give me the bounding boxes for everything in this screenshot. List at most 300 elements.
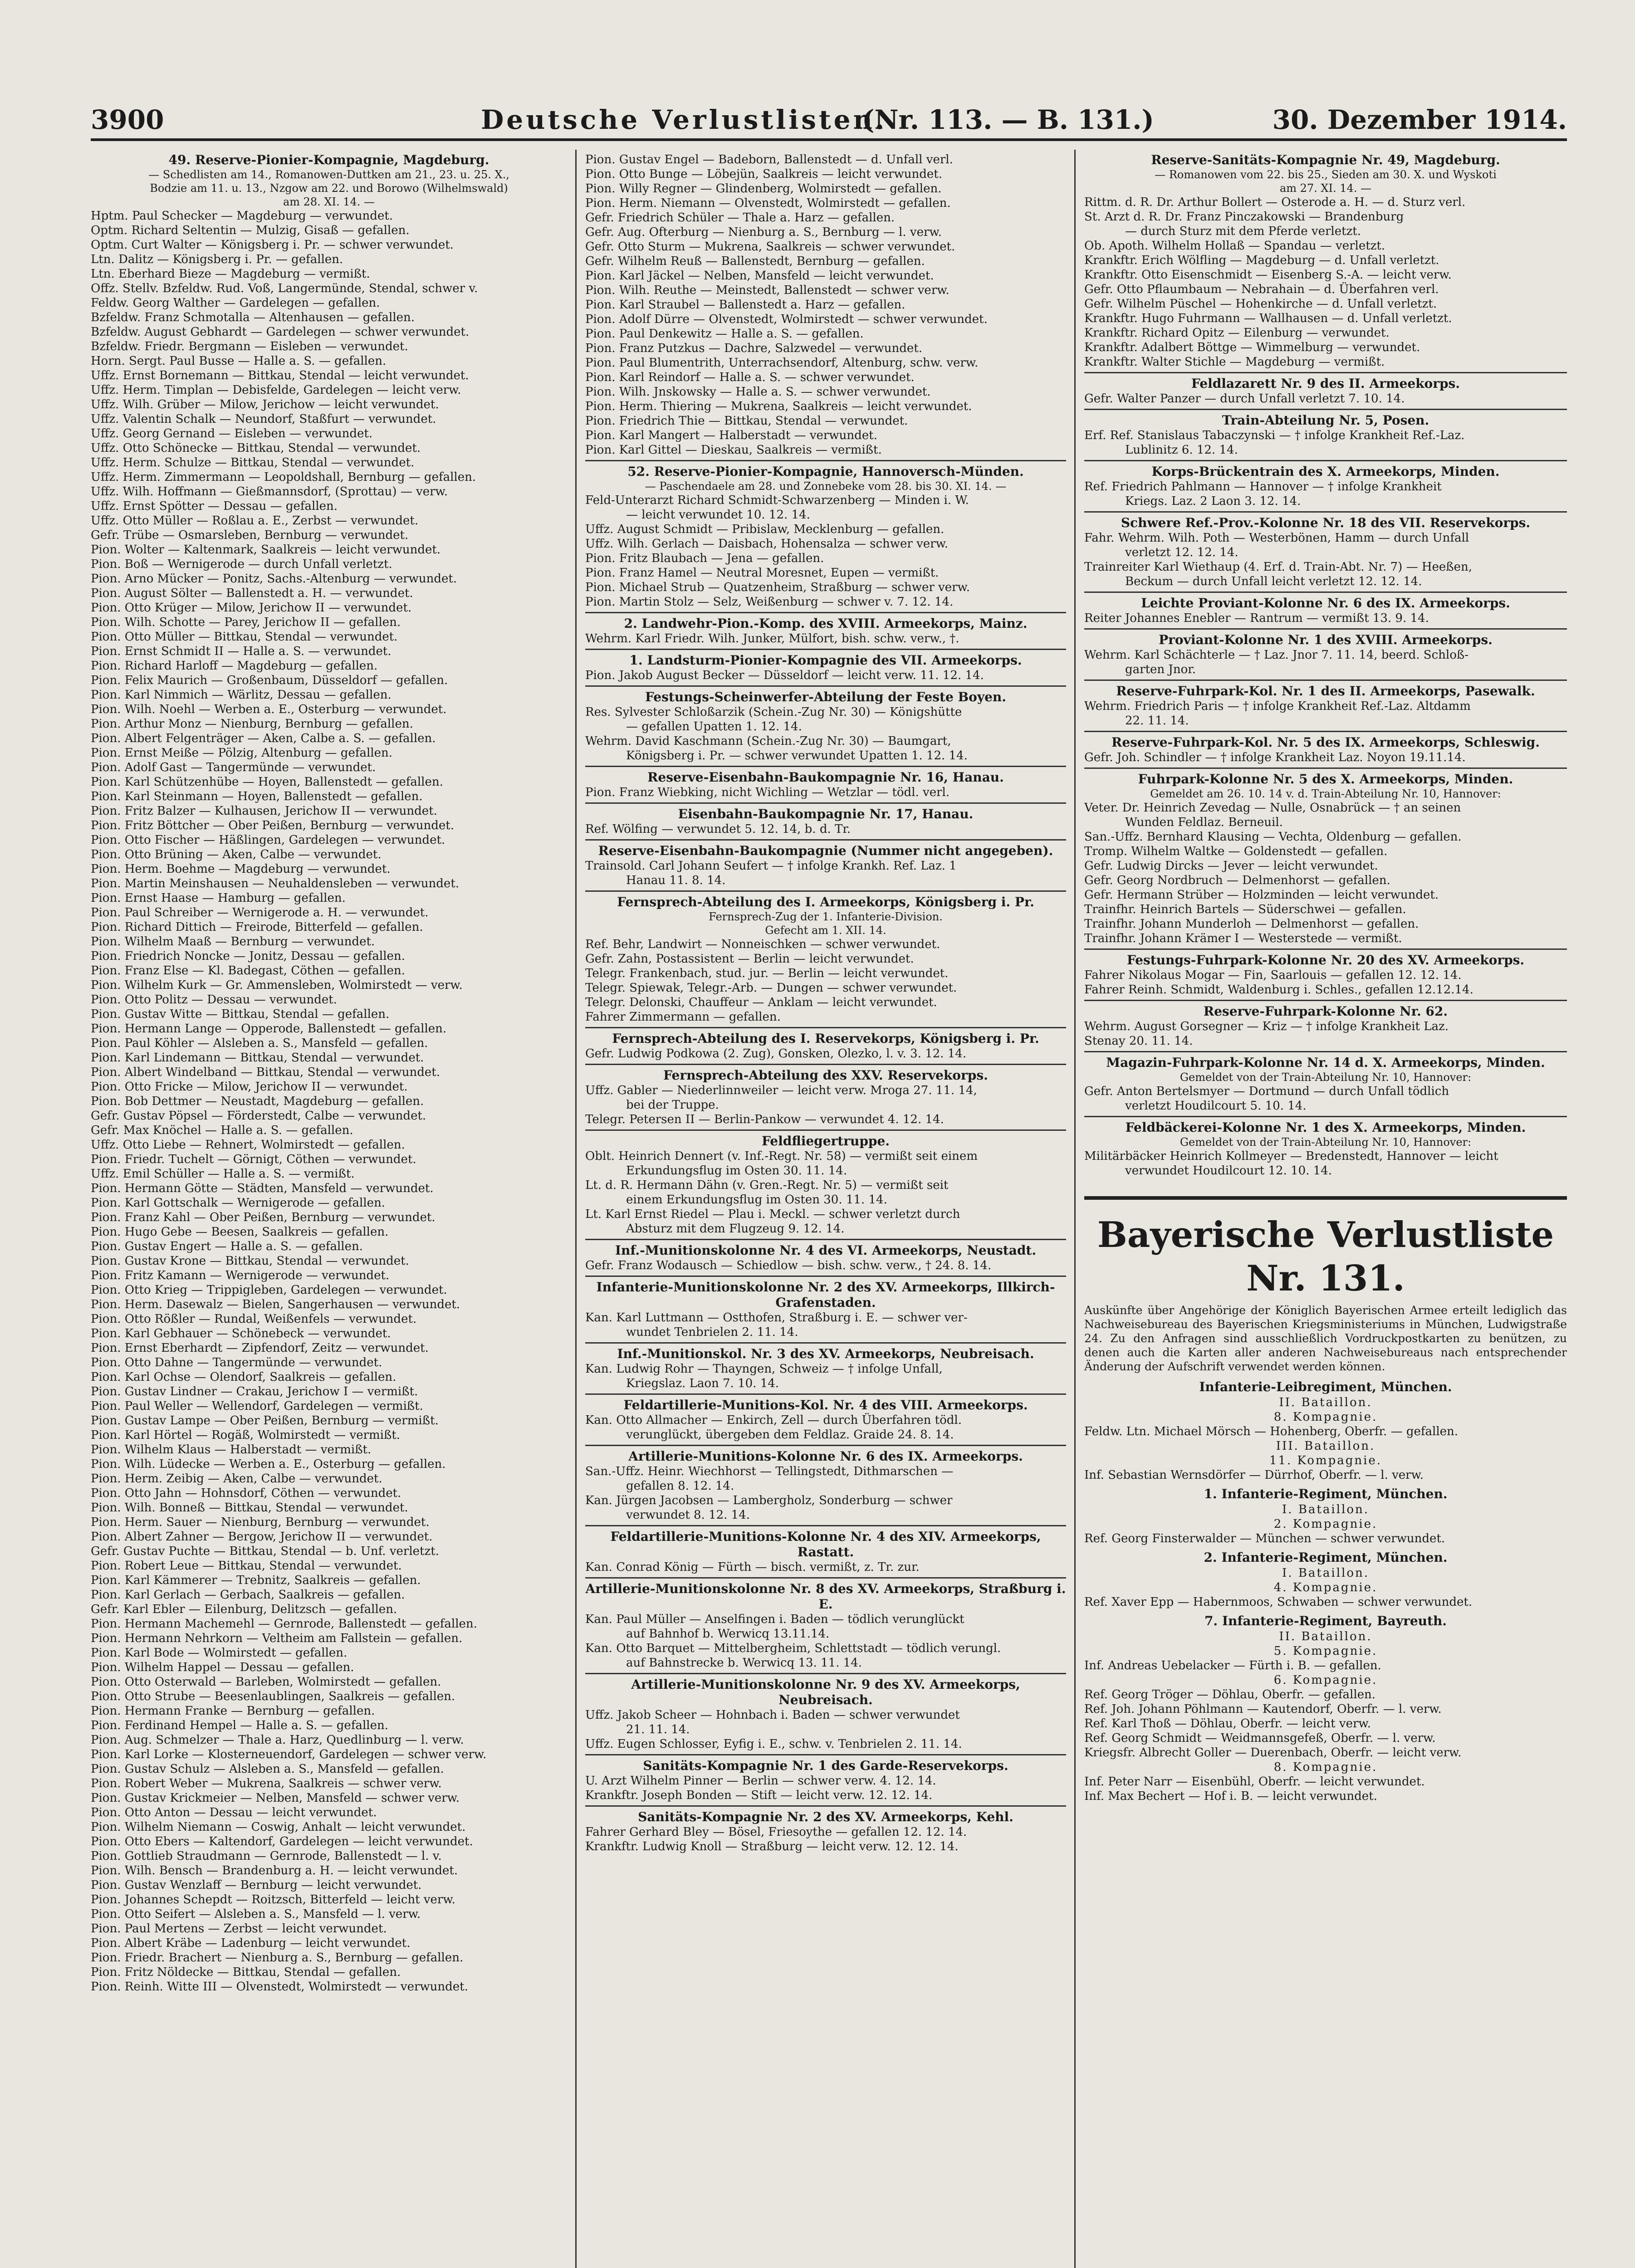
casualty-entry: Pion. Richard Harloff — Magdeburg — gefallen. (91, 659, 378, 673)
unit-heading: Inf.-Munitionskolonne Nr. 4 des VI. Armeekorps, Neustadt. (615, 1243, 1037, 1258)
casualty-entry: Pion. Otto Krieg — Trippigleben, Gardelegen — verwundet. (91, 1283, 447, 1297)
casualty-entry: Uffz. Georg Gernand — Eisleben — verwundet. (91, 427, 373, 440)
casualty-entry: Pion. Wilh. Jnskowsky — Halle a. S. — schwer verwundet. (585, 385, 931, 399)
casualty-entry: Pion. Hermann Machemehl — Gernrode, Ballenstedt — gefallen. (91, 1617, 477, 1631)
casualty-entry: Pion. Karl Reindorf — Halle a. S. — schwer verwundet. (585, 371, 915, 384)
casualty-entry: Krankftr. Walter Stichle — Magdeburg — vermißt. (1084, 355, 1385, 369)
casualty-entry: Kriegs. Laz. 2 Laon 3. 12. 14. (1125, 494, 1301, 508)
casualty-entry: Erkundungsflug im Osten 30. 11. 14. (626, 1164, 847, 1178)
casualty-entry: Gefr. Gustav Puchte — Bittkau, Stendal — b. Unf. verletzt. (91, 1545, 439, 1558)
casualty-entry: Pion. Karl Hörtel — Rogäß, Wolmirstedt — vermißt. (91, 1428, 401, 1442)
casualty-entry: Gefr. Max Knöchel — Halle a. S. — gefallen. (91, 1124, 353, 1137)
casualty-entry: Erf. Ref. Stanislaus Tabaczynski — † infolge Krankheit Ref.-Laz. (1084, 429, 1465, 442)
publication-title: Deutsche Verlustlisten. (481, 104, 887, 135)
casualty-entry: Pion. Herm. Dasewalz — Bielen, Sangerhausen — verwundet. (91, 1298, 460, 1311)
unit-subheading: Gemeldet am 26. 10. 14 v. d. Train-Abteilung Nr. 10, Hannover: (1150, 787, 1501, 800)
columns (91, 150, 1567, 2268)
casualty-entry: Beckum — durch Unfall leicht verletzt 12. 12. 14. (1125, 575, 1422, 588)
casualty-entry: Bzfeldw. Friedr. Bergmann — Eisleben — verwundet. (91, 340, 408, 353)
casualty-entry: Pion. Herm. Thiering — Mukrena, Saalkreis — leicht verwundet. (585, 400, 972, 413)
unit-subheading: am 28. XI. 14. — (283, 196, 375, 208)
casualty-entry: Pion. Franz Hamel — Neutral Moresnet, Eupen — vermißt. (585, 566, 939, 580)
casualty-entry: Lt. Karl Ernst Riedel — Plau i. Meckl. — schwer verletzt durch (585, 1207, 960, 1221)
casualty-entry: Ref. Georg Schmidt — Weidmannsgefeß, Oberfr. — l. verw. (1084, 1731, 1436, 1745)
unit-heading: Fuhrpark-Kolonne Nr. 5 des X. Armeekorps, Minden. (1138, 772, 1513, 787)
casualty-entry: Pion. Martin Stolz — Selz, Weißenburg — schwer v. 7. 12. 14. (585, 595, 954, 609)
casualty-entry: Uffz. Emil Schüller — Halle a. S. — vermißt. (91, 1167, 355, 1181)
casualty-entry: Krankftr. Hugo Fuhrmann — Wallhausen — d. Unfall verletzt. (1084, 312, 1452, 325)
casualty-entry: Telegr. Delonski, Chauffeur — Anklam — leicht verwundet. (585, 996, 937, 1009)
casualty-entry: Uffz. Ernst Bornemann — Bittkau, Stendal — leicht verwundet. (91, 369, 469, 382)
casualty-entry: Pion. Otto Fischer — Häßlingen, Gardelegen — verwundet. (91, 833, 445, 847)
casualty-entry: Pion. Gustav Engert — Halle a. S. — gefallen. (91, 1240, 363, 1253)
casualty-entry: Pion. Otto Rößler — Rundal, Weißenfels — verwundet. (91, 1312, 417, 1326)
casualty-entry: Hptm. Paul Schecker — Magdeburg — verwundet. (91, 209, 393, 223)
header-rule (91, 138, 1567, 141)
unit-section (91, 150, 567, 1994)
casualty-entry: Pion. Friedrich Noncke — Jonitz, Dessau — gefallen. (91, 949, 405, 963)
unit-heading: Artillerie-Munitions-Kolonne Nr. 6 des IX. Armeekorps. (628, 1449, 1023, 1464)
casualty-entry: Pion. Boß — Wernigerode — durch Unfall verletzt. (91, 557, 392, 571)
casualty-entry: — gefallen Upatten 1. 12. 14. (626, 720, 802, 733)
unit-section (585, 890, 1066, 1024)
unit-heading: Feldlazarett Nr. 9 des II. Armeekorps. (1191, 376, 1460, 391)
casualty-entry: Pion. Richard Dittich — Freirode, Bitterfeld — gefallen. (91, 920, 423, 934)
unit-section (585, 150, 1066, 457)
casualty-entry: Pion. Hermann Götte — Städten, Mansfeld — verwundet. (91, 1182, 434, 1195)
column-divider (575, 150, 577, 2268)
casualty-entry: Trainfhr. Heinrich Bartels — Süderschwei — gefallen. (1084, 903, 1406, 916)
company-heading: 4. Kompagnie. (1273, 1581, 1378, 1594)
unit-subheading: Gemeldet von der Train-Abteilung Nr. 10, Hannover: (1180, 1136, 1472, 1149)
casualty-entry: Gefr. Georg Nordbruch — Delmenhorst — gefallen. (1084, 874, 1390, 887)
casualty-entry: Gefr. Aug. Ofterburg — Nienburg a. S., Bernburg — l. verw. (585, 225, 942, 239)
unit-heading: Reserve-Fuhrpark-Kol. Nr. 1 des II. Armeekorps, Pasewalk. (1116, 684, 1535, 699)
casualty-entry: Gefr. Walter Panzer — durch Unfall verletzt 7. 10. 14. (1084, 392, 1405, 406)
casualty-entry: Veter. Dr. Heinrich Zevedag — Nulle, Osnabrück — † an seinen (1084, 801, 1461, 815)
casualty-entry: Pion. Wilhelm Maaß — Bernburg — verwundet. (91, 935, 375, 948)
casualty-entry: Kan. Karl Luttmann — Ostthofen, Straßburg i. E. — schwer ver- (585, 1311, 968, 1325)
casualty-entry: Wehrm. David Kaschmann (Schein.-Zug Nr. 30) — Baumgart, (585, 734, 951, 748)
casualty-entry: Pion. Karl Nimmich — Wärlitz, Dessau — gefallen. (91, 688, 392, 702)
casualty-entry: Pion. Robert Leue — Bittkau, Stendal — verwundet. (91, 1559, 402, 1573)
unit-subheading: Gemeldet von der Train-Abteilung Nr. 10, Hannover: (1180, 1071, 1472, 1084)
casualty-entry: San.-Uffz. Heinr. Wiechhorst — Tellingstedt, Dithmarschen — (585, 1465, 954, 1478)
unit-section (585, 839, 1066, 888)
regiment-heading: 1. Infanterie-Regiment, München. (1204, 1486, 1448, 1501)
battalion-heading: II. Bataillon. (1279, 1396, 1372, 1409)
casualty-entry: Pion. Ernst Haase — Hamburg — gefallen. (91, 891, 346, 905)
casualty-entry: — durch Sturz mit dem Pferde verletzt. (1125, 225, 1361, 238)
unit-section (585, 1129, 1066, 1236)
casualty-entry: Pion. Karl Gebhauer — Schönebeck — verwundet. (91, 1327, 391, 1340)
unit-section (585, 1276, 1066, 1339)
casualty-entry: Pion. Gustav Krickmeier — Nelben, Mansfeld — schwer verw. (91, 1791, 460, 1805)
casualty-entry: Krankftr. Erich Wölfling — Magdeburg — d. Unfall verletzt. (1084, 254, 1439, 267)
unit-section (1084, 409, 1567, 457)
casualty-entry: Pion. Friedrich Thie — Bittkau, Stendal — verwundet. (585, 414, 908, 428)
casualty-entry: Pion. Wilhelm Kurk — Gr. Ammensleben, Wolmirstedt — verw. (91, 978, 463, 992)
column-1 (91, 150, 567, 2268)
unit-section (585, 1577, 1066, 1670)
casualty-entry: Ref. Friedrich Pahlmann — Hannover — † infolge Krankheit (1084, 480, 1442, 494)
casualty-entry: Krankftr. Richard Opitz — Eilenburg — verwundet. (1084, 326, 1390, 340)
casualty-entry: Pion. Gustav Lampe — Ober Peißen, Bernburg — vermißt. (91, 1414, 439, 1427)
casualty-entry: Kan. Jürgen Jacobsen — Lambergholz, Sonderburg — schwer (585, 1494, 953, 1507)
unit-heading: Magazin-Fuhrpark-Kolonne Nr. 14 d. X. Armeekorps, Minden. (1106, 1055, 1545, 1070)
casualty-entry: Oblt. Heinrich Dennert (v. Inf.-Regt. Nr. 58) — vermißt seit einem (585, 1149, 978, 1163)
unit-heading: 49. Reserve-Pionier-Kompagnie, Magdeburg. (168, 152, 490, 167)
casualty-entry: Pion. Friedr. Brachert — Nienburg a. S., Bernburg — gefallen. (91, 1951, 464, 1965)
casualty-entry: Optm. Richard Seltentin — Mulzig, Gisaß — gefallen. (91, 224, 410, 237)
unit-section (585, 802, 1066, 836)
casualty-entry: Kan. Ludwig Rohr — Thayngen, Schweiz — † infolge Unfall, (585, 1362, 943, 1376)
casualty-entry: Feldw. Georg Walther — Gardelegen — gefallen. (91, 296, 380, 310)
casualty-entry: St. Arzt d. R. Dr. Franz Pinczakowski — Brandenburg (1084, 210, 1404, 224)
casualty-entry: garten Jnor. (1125, 663, 1196, 676)
unit-subheading: — Romanowen vom 22. bis 25., Sieden am 30. X. und Wyskoti (1155, 168, 1497, 181)
casualty-entry: Hanau 11. 8. 14. (626, 874, 726, 887)
casualty-entry: Pion. Herm. Zeibig — Aken, Calbe — verwundet. (91, 1472, 382, 1486)
casualty-entry: Uffz. Wilh. Gerlach — Daisbach, Hohensalza — schwer verw. (585, 537, 949, 551)
casualty-entry: Telegr. Petersen II — Berlin-Pankow — verwundet 4. 12. 14. (585, 1113, 944, 1126)
casualty-entry: Pion. Gustav Engel — Badeborn, Ballenstedt — d. Unfall verl. (585, 153, 953, 166)
casualty-entry: Pion. Otto Krüger — Milow, Jerichow II — verwundet. (91, 601, 412, 615)
unit-heading: Fernsprech-Abteilung des I. Reservekorps, Königsberg i. Pr. (612, 1031, 1039, 1046)
casualty-entry: Pion. Karl Mangert — Halberstadt — verwundet. (585, 429, 877, 442)
casualty-entry: Feldw. Ltn. Michael Mörsch — Hohenberg, Oberfr. — gefallen. (1084, 1425, 1459, 1438)
casualty-entry: Uffz. Otto Müller — Roßlau a. E., Zerbst — verwundet. (91, 514, 419, 528)
unit-heading: Feldartillerie-Munitions-Kol. Nr. 4 des VIII. Armeekorps. (623, 1398, 1028, 1413)
casualty-entry: 21. 11. 14. (626, 1723, 690, 1736)
casualty-entry: Stenay 20. 11. 14. (1084, 1034, 1193, 1048)
casualty-entry: Lublinitz 6. 12. 14. (1125, 443, 1238, 457)
unit-heading: Festungs-Scheinwerfer-Abteilung der Feste Boyen. (645, 689, 1007, 704)
casualty-entry: Pion. Franz Wiebking, nicht Wichling — Wetzlar — tödl. verl. (585, 786, 950, 799)
casualty-entry: Res. Sylvester Schloßarzik (Schein.-Zug Nr. 30) — Königshütte (585, 705, 962, 719)
unit-section (585, 685, 1066, 763)
casualty-entry: Pion. Otto Jahn — Hohnsdorf, Cöthen — verwundet. (91, 1486, 401, 1500)
casualty-entry: Uffz. Herm. Timplan — Debisfelde, Gardelegen — leicht verw. (91, 383, 461, 397)
casualty-entry: Pion. Otto Brüning — Aken, Calbe — verwundet. (91, 848, 382, 861)
unit-section (1084, 767, 1567, 946)
casualty-entry: Pion. Wilhelm Niemann — Coswig, Anhalt — leicht verwundet. (91, 1820, 466, 1834)
casualty-entry: Pion. Otto Fricke — Milow, Jerichow II — verwundet. (91, 1080, 408, 1094)
casualty-entry: Uffz. August Schmidt — Pribislaw, Mecklenburg — gefallen. (585, 523, 945, 536)
casualty-entry: Pion. Hermann Lange — Opperode, Ballenstedt — gefallen. (91, 1022, 447, 1036)
unit-subheading: Fernsprech-Zug der 1. Infanterie-Division. (709, 910, 943, 923)
column-divider (1074, 150, 1076, 2268)
unit-section (585, 1064, 1066, 1127)
company-heading: 8. Kompagnie. (1273, 1760, 1378, 1774)
casualty-entry: Absturz mit dem Flugzeug 9. 12. 14. (626, 1222, 845, 1236)
casualty-entry: gefallen 8. 12. 14. (626, 1479, 734, 1493)
casualty-entry: Pion. Karl Ochse — Olendorf, Saalkreis — gefallen. (91, 1370, 397, 1384)
unit-subheading: — Schedlisten am 14., Romanowen-Duttken am 21., 23. u. 25. X., (148, 168, 509, 181)
casualty-entry: Pion. Otto Müller — Bittkau, Stendal — verwundet. (91, 630, 398, 644)
casualty-entry: Pion. Martin Meinshausen — Neuhaldensleben — verwundet. (91, 877, 460, 890)
casualty-entry: Pion. Felix Maurich — Großenbaum, Düsseldorf — gefallen. (91, 674, 448, 687)
casualty-entry: Tromp. Wilhelm Waltke — Goldenstedt — gefallen. (1084, 845, 1388, 858)
company-heading: 8. Kompagnie. (1273, 1410, 1378, 1424)
casualty-entry: Pion. Fritz Kamann — Wernigerode — verwundet. (91, 1269, 390, 1282)
unit-section (585, 1525, 1066, 1574)
casualty-entry: Uffz. Wilh. Hoffmann — Gießmannsdorf, (Sprottau) — verw. (91, 485, 448, 499)
casualty-entry: Uffz. Herm. Schulze — Bittkau, Stendal — verwundet. (91, 456, 415, 469)
page-header (91, 104, 1567, 135)
casualty-entry: Ref. Wölfing — verwundet 5. 12. 14, b. d. Tr. (585, 822, 851, 836)
casualty-entry: Pion. Gustav Wenzlaff — Bernburg — leicht verwundet. (91, 1878, 422, 1892)
casualty-entry: Inf. Andreas Uebelacker — Fürth i. B. — gefallen. (1084, 1659, 1381, 1672)
unit-section (1084, 591, 1567, 626)
unit-heading: Sanitäts-Kompagnie Nr. 1 des Garde-Reservekorps. (643, 1758, 1008, 1773)
unit-heading: Schwere Ref.-Prov.-Kolonne Nr. 18 des VII. Reservekorps. (1121, 515, 1531, 530)
page-number: 3900 (91, 104, 164, 135)
casualty-entry: Trainfhr. Johann Krämer I — Westerstede — vermißt. (1084, 932, 1402, 945)
unit-heading: Korps-Brückentrain des X. Armeekorps, Minden. (1151, 464, 1500, 479)
casualty-entry: Militärbäcker Heinrich Kollmeyer — Bredenstedt, Hannover — leicht (1084, 1149, 1498, 1163)
casualty-entry: Pion. Wilh. Lüdecke — Werben a. E., Osterburg — gefallen. (91, 1457, 446, 1471)
casualty-entry: Pion. Paul Mertens — Zerbst — leicht verwundet. (91, 1922, 387, 1936)
casualty-entry: Pion. Otto Seifert — Alsleben a. S., Mansfeld — l. verw. (91, 1907, 421, 1921)
casualty-entry: Gefr. Hermann Strüber — Holzminden — leicht verwundet. (1084, 888, 1439, 902)
casualty-entry: Rittm. d. R. Dr. Arthur Bollert — Osterode a. H. — d. Sturz verl. (1084, 196, 1466, 209)
unit-heading: Sanitäts-Kompagnie Nr. 2 des XV. Armeekorps, Kehl. (638, 1809, 1013, 1824)
casualty-entry: Pion. Karl Schützenhübe — Hoyen, Ballenstedt — gefallen. (91, 775, 443, 789)
casualty-entry: Kan. Otto Allmacher — Enkirch, Zell — durch Überfahren tödl. (585, 1413, 962, 1427)
unit-heading: Reserve-Fuhrpark-Kol. Nr. 5 des IX. Armeekorps, Schleswig. (1111, 735, 1540, 750)
regiment-heading: Infanterie-Leibregiment, München. (1199, 1379, 1452, 1394)
casualty-entry: Ref. Georg Finsterwalder — München — schwer verwundet. (1084, 1532, 1445, 1545)
casualty-entry: Pion. Jakob August Becker — Düsseldorf — leicht verw. 11. 12. 14. (585, 669, 984, 682)
casualty-entry: Pion. Hugo Gebe — Beesen, Saalkreis — gefallen. (91, 1225, 389, 1239)
casualty-entry: Pion. Otto Dahne — Tangermünde — verwundet. (91, 1356, 382, 1369)
company-heading: 6. Kompagnie. (1273, 1673, 1378, 1687)
casualty-entry: Uffz. Herm. Zimmermann — Leopoldshall, Bernburg — gefallen. (91, 470, 476, 484)
unit-heading: Train-Abteilung Nr. 5, Posen. (1222, 413, 1429, 428)
casualty-entry: Lt. d. R. Hermann Dähn (v. Gren.-Regt. Nr. 5) — vermißt seit (585, 1178, 949, 1192)
battalion-heading: I. Bataillon. (1282, 1503, 1369, 1516)
casualty-entry: Pion. Gustav Witte — Bittkau, Stendal — gefallen. (91, 1007, 390, 1021)
column-2 (585, 150, 1066, 2268)
casualty-entry: Pion. Ferdinand Hempel — Halle a. S. — gefallen. (91, 1719, 388, 1732)
casualty-entry: Ltn. Dalitz — Königsberg i. Pr. — gefallen. (91, 253, 343, 266)
casualty-entry: Uffz. Otto Liebe — Rehnert, Wolmirstedt — gefallen. (91, 1138, 405, 1152)
casualty-entry: Feld-Unterarzt Richard Schmidt-Schwarzenberg — Minden i. W. (585, 494, 969, 507)
company-heading: 5. Kompagnie. (1273, 1644, 1378, 1658)
casualty-entry: Pion. Fritz Böttcher — Ober Peißen, Bernburg — verwundet. (91, 819, 454, 832)
unit-heading: Infanterie-Munitionskolonne Nr. 2 des XV. Armeekorps, Illkirch-Grafenstaden. (596, 1280, 1055, 1310)
unit-section (1084, 1116, 1567, 1178)
bavarian-intro: Auskünfte über Angehörige der Königlich Bayerischen Armee erteilt lediglich das Nachweisebureau des Bayerischen Kriegsministeriums in München, Ludwigstraße 24. Zu den Anfragen sind ausschließlich Vordruckpostkarten zu benützen, zu denen auch die Karten aller anderen Nachweisebureaus nach entsprechender Änderung der Aufschrift verwendet werden können. (1084, 1304, 1567, 1373)
battalion-heading: II. Bataillon. (1279, 1630, 1372, 1643)
casualty-entry: Pion. Gustav Lindner — Crakau, Jerichow I — vermißt. (91, 1385, 418, 1398)
casualty-entry: Pion. Otto Politz — Dessau — verwundet. (91, 993, 337, 1007)
casualty-entry: Pion. Karl Straubel — Ballenstedt a. Harz — gefallen. (585, 298, 906, 312)
casualty-entry: Pion. Wilh. Bensch — Brandenburg a. H. — leicht verwundet. (91, 1864, 458, 1877)
casualty-entry: Ref. Georg Tröger — Döhlau, Oberfr. — gefallen. (1084, 1688, 1376, 1701)
unit-heading: Artillerie-Munitionskolonne Nr. 8 des XV. Armeekorps, Straßburg i. E. (585, 1581, 1066, 1612)
casualty-entry: verletzt 12. 12. 14. (1125, 546, 1238, 559)
unit-heading: Feldfliegertruppe. (761, 1134, 890, 1149)
casualty-entry: Gefr. Zahn, Postassistent — Berlin — leicht verwundet. (585, 952, 914, 966)
unit-heading: 1. Landsturm-Pionier-Kompagnie des VII. Armeekorps. (629, 653, 1022, 668)
casualty-entry: Uffz. Eugen Schlosser, Eyfig i. E., schw. v. Tenbrielen 2. 11. 14. (585, 1737, 962, 1751)
casualty-entry: Wehrm. Karl Friedr. Wilh. Junker, Mülfort, bish. schw. verw., †. (585, 632, 959, 645)
casualty-entry: Pion. Otto Ebers — Kaltendorf, Gardelegen — leicht verwundet. (91, 1835, 473, 1848)
casualty-entry: Ref. Joh. Johann Pöhlmann — Kautendorf, Oberfr. — l. verw. (1084, 1702, 1442, 1716)
casualty-entry: Gefr. Ludwig Podkowa (2. Zug), Gonsken, Olezko, l. v. 3. 12. 14. (585, 1047, 967, 1061)
issue-date: 30. Dezember 1914. (1272, 104, 1567, 135)
unit-heading: Feldartillerie-Munitions-Kolonne Nr. 4 des XIV. Armeekorps, Rastatt. (610, 1529, 1041, 1559)
casualty-entry: Pion. Albert Zahner — Bergow, Jerichow II — verwundet. (91, 1530, 433, 1544)
casualty-entry: wundet Tenbrielen 2. 11. 14. (626, 1325, 798, 1339)
casualty-entry: Pion. Adolf Gast — Tangermünde — verwundet. (91, 761, 376, 774)
unit-section (1084, 150, 1567, 369)
casualty-entry: Wehrm. August Gorsegner — Kriz — † infolge Krankheit Laz. (1084, 1020, 1449, 1033)
casualty-entry: Pion. Wilhelm Klaus — Halberstadt — vermißt. (91, 1443, 372, 1457)
casualty-entry: Pion. Gustav Krone — Bittkau, Stendal — verwundet. (91, 1254, 409, 1268)
unit-section (585, 1754, 1066, 1803)
unit-section (1084, 948, 1567, 997)
casualty-entry: Pion. Ernst Schmidt II — Halle a. S. — verwundet. (91, 645, 392, 658)
casualty-entry: Gefr. Karl Ebler — Eilenburg, Delitzsch — gefallen. (91, 1603, 397, 1616)
unit-section (1084, 511, 1567, 589)
casualty-entry: Pion. Fritz Blaubach — Jena — gefallen. (585, 552, 824, 565)
unit-heading: Reserve-Eisenbahn-Baukompagnie (Nummer nicht angegeben). (598, 843, 1053, 858)
casualty-entry: Pion. Karl Gottschalk — Wernigerode — gefallen. (91, 1196, 386, 1210)
casualty-entry: Pion. Hermann Nehrkorn — Veltheim am Fallstein — gefallen. (91, 1632, 463, 1645)
casualty-entry: Kriegslaz. Laon 7. 10. 14. (626, 1377, 779, 1390)
unit-section (585, 1673, 1066, 1751)
casualty-entry: Pion. Wilh. Reuthe — Meinstedt, Ballenstedt — schwer verw. (585, 284, 950, 297)
casualty-entry: Pion. Herm. Boehme — Magdeburg — verwundet. (91, 862, 391, 876)
casualty-entry: Pion. Albert Kräbe — Ladenburg — leicht verwundet. (91, 1936, 411, 1950)
casualty-entry: Pion. Paul Weller — Wellendorf, Gardelegen — vermißt. (91, 1399, 423, 1413)
casualty-entry: San.-Uffz. Bernhard Klausing — Vechta, Oldenburg — gefallen. (1084, 830, 1462, 844)
unit-section (1084, 1000, 1567, 1048)
casualty-entry: Pion. Paul Blumentrith, Unterrachsendorf, Altenburg, schw. verw. (585, 356, 979, 370)
column-3 (1084, 150, 1567, 2268)
unit-heading: Leichte Proviant-Kolonne Nr. 6 des IX. Armeekorps. (1141, 596, 1510, 611)
company-heading: 11. Kompagnie. (1269, 1454, 1382, 1467)
casualty-entry: Uffz. Otto Schönecke — Bittkau, Stendal — verwundet. (91, 441, 421, 455)
casualty-entry: Krankftr. Ludwig Knoll — Straßburg — leicht verw. 12. 12. 14. (585, 1840, 959, 1853)
casualty-entry: Gefr. Franz Wodausch — Schiedlow — bish. schw. verw., † 24. 8. 14. (585, 1259, 992, 1272)
casualty-entry: Reiter Johannes Enebler — Rantrum — vermißt 13. 9. 14. (1084, 611, 1429, 625)
unit-heading: Fernsprech-Abteilung des I. Armeekorps, Königsberg i. Pr. (617, 894, 1034, 909)
casualty-entry: Bzfeldw. August Gebhardt — Gardelegen — schwer verwundet. (91, 325, 470, 339)
casualty-entry: Pion. Wilh. Schotte — Parey, Jerichow II — gefallen. (91, 616, 401, 629)
unit-heading: Reserve-Eisenbahn-Baukompagnie Nr. 16, Hanau. (647, 770, 1004, 785)
casualty-entry: Krankftr. Adalbert Böttge — Wimmelburg — verwundet. (1084, 341, 1420, 354)
unit-section (585, 1027, 1066, 1061)
casualty-entry: Pion. Robert Weber — Mukrena, Saalkreis — schwer verw. (91, 1777, 442, 1790)
casualty-entry: Krankftr. Joseph Bonden — Stift — leicht verw. 12. 12. 14. (585, 1789, 933, 1802)
casualty-entry: Pion. Ernst Meiße — Pölzig, Altenburg — gefallen. (91, 746, 392, 760)
casualty-entry: verwundet 8. 12. 14. (626, 1508, 750, 1522)
casualty-entry: Offz. Stellv. Bzfeldw. Rud. Voß, Langermünde, Stendal, schwer v. (91, 282, 478, 295)
unit-heading: Proviant-Kolonne Nr. 1 des XVIII. Armeekorps. (1159, 632, 1493, 647)
casualty-entry: Pion. Paul Köhler — Alsleben a. S., Mansfeld — gefallen. (91, 1036, 428, 1050)
casualty-entry: Gefr. Anton Bertelsmyer — Dortmund — durch Unfall tödlich (1084, 1085, 1449, 1098)
casualty-entry: verletzt Houdilcourt 5. 10. 14. (1125, 1099, 1307, 1113)
casualty-entry: Pion. Paul Schreiber — Wernigerode a. H. — verwundet. (91, 906, 429, 919)
casualty-entry: Gefr. Otto Pflaumbaum — Nebrahain — d. Überfahren verl. (1084, 283, 1439, 296)
unit-heading: 52. Reserve-Pionier-Kompagnie, Hannoversch-Münden. (627, 464, 1024, 479)
casualty-entry: Pion. Reinh. Witte III — Olvenstedt, Wolmirstedt — verwundet. (91, 1980, 468, 1994)
casualty-entry: Pion. Johannes Schepdt — Roitzsch, Bitterfeld — leicht verw. (91, 1893, 455, 1906)
casualty-entry: auf Bahnstrecke b. Werwicq 13. 11. 14. (626, 1656, 862, 1670)
unit-heading: 2. Landwehr-Pion.-Komp. des XVIII. Armeekorps, Mainz. (624, 616, 1028, 631)
casualty-entry: Pion. Wolter — Kaltenmark, Saalkreis — leicht verwundet. (91, 543, 441, 557)
casualty-entry: Optm. Curt Walter — Königsberg i. Pr. — schwer verwundet. (91, 238, 454, 252)
unit-heading: Inf.-Munitionskol. Nr. 3 des XV. Armeekorps, Neubreisach. (617, 1346, 1034, 1361)
unit-section (1084, 628, 1567, 677)
casualty-entry: Fahr. Wehrm. Wilh. Poth — Westerbönen, Hamm — durch Unfall (1084, 531, 1469, 545)
casualty-entry: Pion. Aug. Schmelzer — Thale a. Harz, Quedlinburg — l. verw. (91, 1733, 464, 1747)
casualty-entry: Kan. Paul Müller — Anselfingen i. Baden — tödlich verunglückt (585, 1613, 964, 1626)
casualty-entry: Pion. Karl Kämmerer — Trebnitz, Saalkreis — gefallen. (91, 1574, 421, 1587)
casualty-entry: Gefr. Ludwig Dircks — Jever — leicht verwundet. (1084, 859, 1378, 873)
casualty-entry: Pion. Karl Steinmann — Hoyen, Ballenstedt — gefallen. (91, 790, 423, 803)
casualty-entry: Uffz. Gabler — Niederlinnweiler — leicht verw. Mroga 27. 11. 14, (585, 1084, 977, 1097)
casualty-entry: Inf. Max Bechert — Hof i. B. — leicht verwundet. (1084, 1789, 1377, 1803)
unit-heading: Fernsprech-Abteilung des XXV. Reservekorps. (663, 1068, 988, 1083)
casualty-entry: Telegr. Frankenbach, stud. jur. — Berlin — leicht verwundet. (585, 967, 949, 980)
casualty-entry: Pion. Hermann Franke — Bernburg — gefallen. (91, 1704, 375, 1718)
casualty-entry: Krankftr. Otto Eisenschmidt — Eisenberg S.-A. — leicht verw. (1084, 268, 1452, 282)
casualty-entry: Fahrer Zimmermann — gefallen. (585, 1010, 781, 1024)
casualty-entry: Pion. Franz Putzkus — Dachre, Salzwedel — verwundet. (585, 342, 923, 355)
bavarian-list-title: Bayerische Verlustliste Nr. 131. (1084, 1196, 1567, 1300)
unit-heading: Feldbäckerei-Kolonne Nr. 1 des X. Armeekorps, Minden. (1125, 1120, 1526, 1135)
unit-section (1084, 679, 1567, 728)
casualty-entry: Pion. Franz Else — Kl. Badegast, Cöthen — gefallen. (91, 964, 405, 978)
unit-section (585, 1805, 1066, 1854)
casualty-entry: bei der Truppe. (626, 1098, 719, 1112)
unit-section (585, 1342, 1066, 1391)
casualty-entry: Pion. Otto Osterwald — Barleben, Wolmirstedt — gefallen. (91, 1675, 441, 1689)
unit-section (585, 1239, 1066, 1273)
casualty-entry: Pion. Wilh. Bonneß — Bittkau, Stendal — verwundet. (91, 1501, 408, 1515)
casualty-entry: verwundet Houdilcourt 12. 10. 14. (1125, 1164, 1332, 1178)
casualty-entry: Pion. Wilh. Noehl — Werben a. E., Osterburg — verwundet. (91, 703, 447, 716)
casualty-entry: Ob. Apoth. Wilhelm Hollaß — Spandau — verletzt. (1084, 239, 1385, 253)
unit-section (585, 1445, 1066, 1522)
casualty-entry: Pion. Paul Denkewitz — Halle a. S. — gefallen. (585, 327, 864, 341)
unit-heading: Reserve-Fuhrpark-Kolonne Nr. 62. (1203, 1004, 1448, 1019)
casualty-entry: Pion. Wilhelm Happel — Dessau — gefallen. (91, 1661, 354, 1674)
unit-section (1084, 1051, 1567, 1113)
casualty-entry: Pion. Albert Windelband — Bittkau, Stendal — verwundet. (91, 1066, 440, 1079)
casualty-entry: Wunden Feldlaz. Berneuil. (1125, 816, 1283, 829)
unit-heading: Reserve-Sanitäts-Kompagnie Nr. 49, Magdeburg. (1151, 152, 1500, 167)
casualty-entry: Pion. Karl Gerlach — Gerbach, Saalkreis — gefallen. (91, 1588, 405, 1602)
casualty-entry: Pion. Gustav Schulz — Alsleben a. S., Mansfeld — gefallen. (91, 1762, 444, 1776)
casualty-entry: Gefr. Gustav Pöpsel — Förderstedt, Calbe — verwundet. (91, 1109, 426, 1123)
casualty-entry: Pion. Gottlieb Straudmann — Gernrode, Ballenstedt — l. v. (91, 1849, 442, 1863)
unit-heading: Festungs-Fuhrpark-Kolonne Nr. 20 des XV. Armeekorps. (1126, 953, 1525, 968)
casualty-entry: Fahrer Nikolaus Mogar — Fin, Saarlouis — gefallen 12. 12. 14. (1084, 968, 1462, 982)
casualty-entry: U. Arzt Wilhelm Pinner — Berlin — schwer verw. 4. 12. 14. (585, 1774, 936, 1788)
casualty-entry: Pion. Otto Strube — Beesenlaublingen, Saalkreis — gefallen. (91, 1690, 455, 1703)
casualty-entry: Pion. Karl Lindemann — Bittkau, Stendal — verwundet. (91, 1051, 424, 1065)
casualty-entry: Inf. Sebastian Wernsdörfer — Dürrhof, Oberfr. — l. verw. (1084, 1468, 1424, 1482)
unit-section (585, 766, 1066, 800)
casualty-entry: Königsberg i. Pr. — schwer verwundet Upatten 1. 12. 14. (626, 749, 968, 763)
casualty-entry: Pion. Fritz Balzer — Kulhausen, Jerichow II — verwundet. (91, 804, 437, 818)
